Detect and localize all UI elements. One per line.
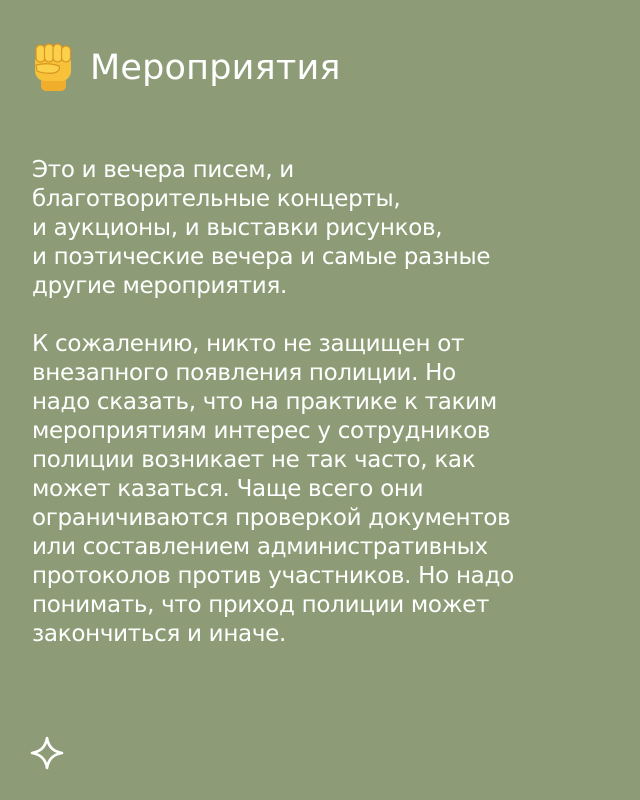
text-line: понимать, что приход полиции может xyxy=(32,592,490,618)
raised-fist-icon xyxy=(32,43,76,93)
paragraph-events xyxy=(32,156,608,301)
header xyxy=(32,36,608,100)
text-line: может казаться. Чаще всего они xyxy=(32,476,424,502)
text-line: полиции возникает не так часто, как xyxy=(32,447,476,473)
text-line: и поэтические вечера и самые разные xyxy=(32,244,491,270)
text-line: надо сказать, что на практике к таким xyxy=(32,389,497,415)
text-line: ограничиваются проверкой документов xyxy=(32,505,511,531)
text-line: и аукционы, и выставки рисунков, xyxy=(32,215,443,241)
sparkle-outline-icon xyxy=(30,736,64,770)
text-line: протоколов против участников. Но надо xyxy=(32,563,514,589)
text-line: благотворительные концерты, xyxy=(32,186,401,212)
paragraph-police xyxy=(32,330,608,649)
text-line: закончиться и иначе. xyxy=(32,621,286,647)
text-line: или составлением административных xyxy=(32,534,488,560)
text-line: Это и вечера писем, и xyxy=(32,157,294,183)
text-line: К сожалению, никто не защищен от xyxy=(32,331,465,357)
page-title: Мероприятия xyxy=(90,47,341,88)
text-line: мероприятиям интерес у сотрудников xyxy=(32,418,491,444)
text-line: внезапного появления полиции. Но xyxy=(32,360,456,386)
text-line: другие мероприятия. xyxy=(32,273,287,299)
